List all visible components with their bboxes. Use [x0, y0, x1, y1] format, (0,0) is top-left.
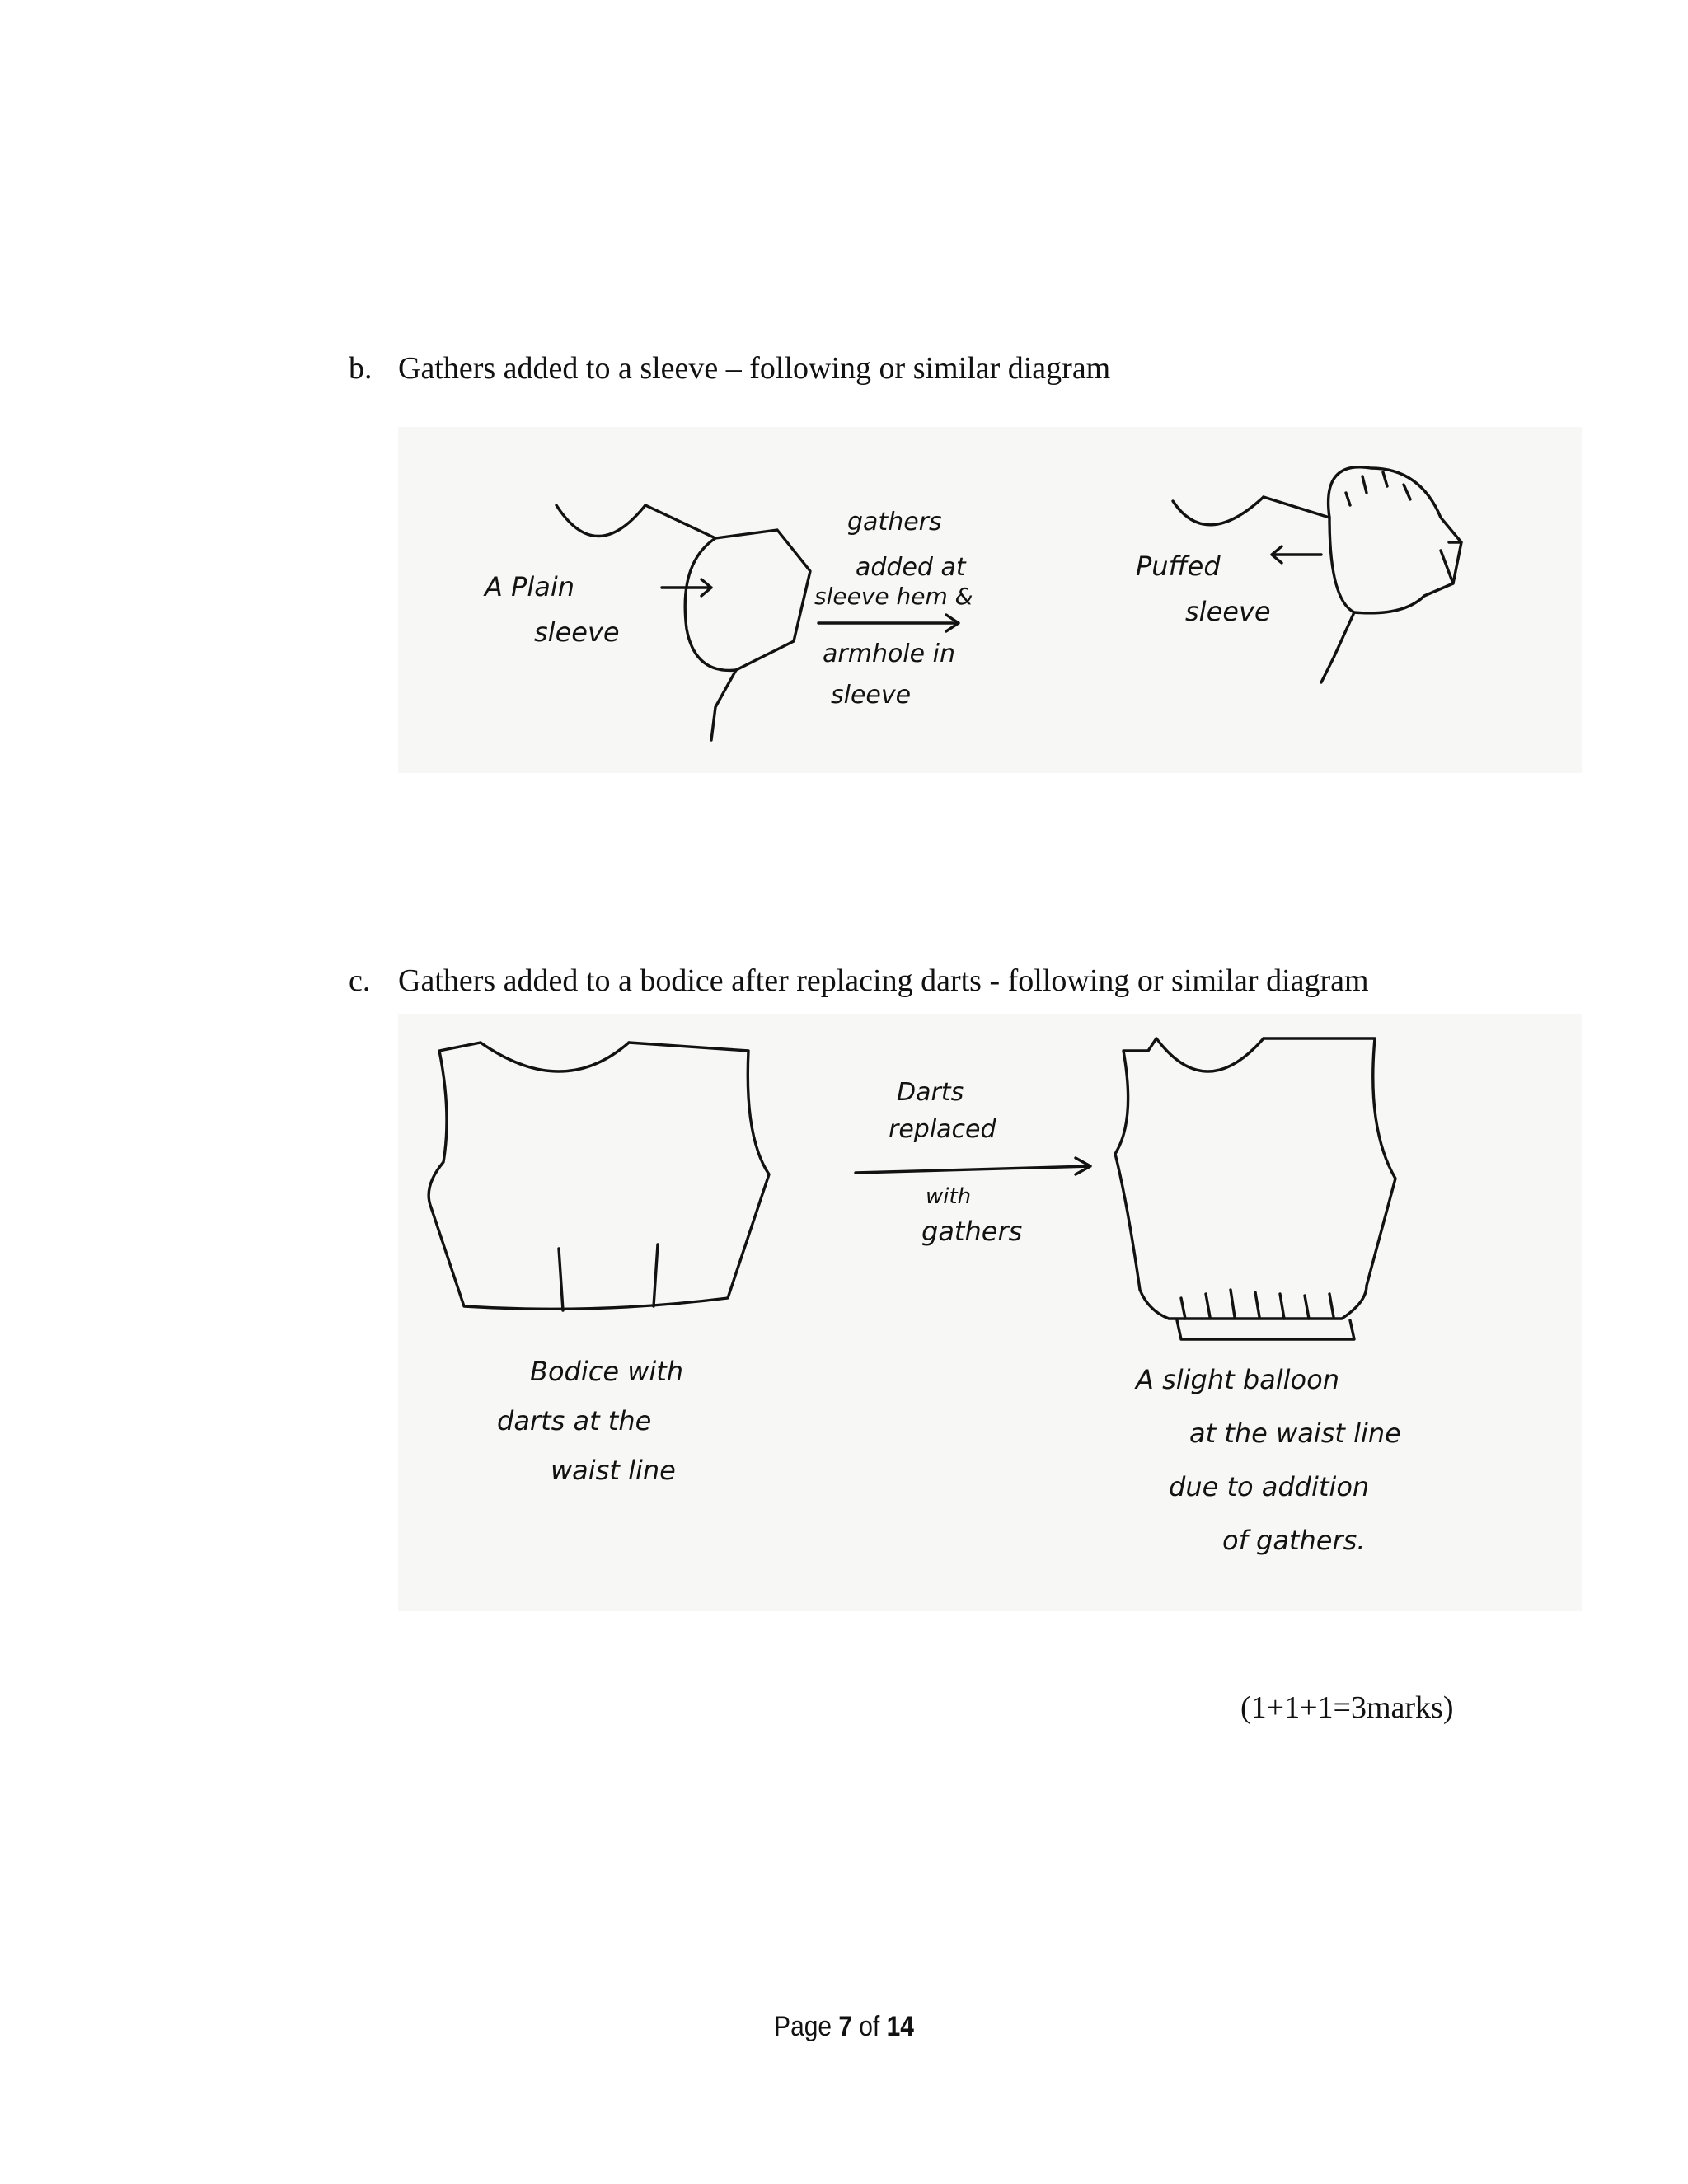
plain-sleeve-label-2: sleeve — [534, 616, 620, 648]
question-b — [349, 350, 1110, 387]
darted-bodice-label-2: darts at the — [497, 1405, 652, 1436]
sleeve-transform-arrow — [818, 615, 959, 631]
puffed-sleeve-label-1: Puffed — [1136, 551, 1221, 582]
footer-page-total: 14 — [886, 2011, 914, 2042]
darted-bodice-label-3: waist line — [551, 1455, 676, 1486]
marks-total: (1+1+1=3marks) — [1240, 1690, 1454, 1725]
balloon-label-1: A slight balloon — [1136, 1364, 1339, 1395]
question-c-marker: c. — [349, 963, 371, 998]
footer-page-word: Page — [774, 2011, 832, 2042]
bodice-transform-arrow — [856, 1158, 1090, 1174]
bodice-transform-1: Darts — [897, 1078, 964, 1107]
sleeve-transform-2: added at — [856, 553, 966, 582]
bodice-gathers-sketch — [398, 1014, 1582, 1611]
sleeve-transform-1: gathers — [847, 508, 942, 537]
question-c-text: Gathers added to a bodice after replacing darts - following or similar diagram — [398, 963, 1369, 998]
plain-sleeve-label-1: A Plain — [485, 571, 575, 602]
bodice-transform-3: with — [926, 1184, 972, 1209]
footer-page-number: 7 — [838, 2011, 852, 2042]
bodice-transform-4: gathers — [921, 1216, 1023, 1247]
gathered-bodice-drawing — [1115, 1038, 1395, 1339]
balloon-label-3: due to addition — [1169, 1471, 1370, 1502]
puffed-sleeve-label-2: sleeve — [1185, 596, 1271, 627]
sleeve-transform-4: armhole in — [823, 640, 955, 668]
sleeve-transform-3: sleeve hem & — [814, 583, 973, 610]
darted-bodice-drawing — [429, 1043, 769, 1310]
bodice-transform-2: replaced — [889, 1115, 996, 1144]
sleeve-gathers-sketch — [398, 427, 1582, 773]
sleeve-transform-5: sleeve — [831, 681, 912, 710]
darted-bodice-label-1: Bodice with — [530, 1356, 684, 1387]
balloon-label-4: of gathers. — [1222, 1525, 1366, 1556]
question-c — [349, 963, 1369, 999]
page-footer — [101, 2011, 1587, 2043]
balloon-label-2: at the waist line — [1189, 1418, 1401, 1449]
question-b-marker: b. — [349, 351, 373, 386]
footer-of-word: of — [859, 2011, 880, 2042]
question-b-text: Gathers added to a sleeve – following or similar diagram — [398, 351, 1111, 386]
